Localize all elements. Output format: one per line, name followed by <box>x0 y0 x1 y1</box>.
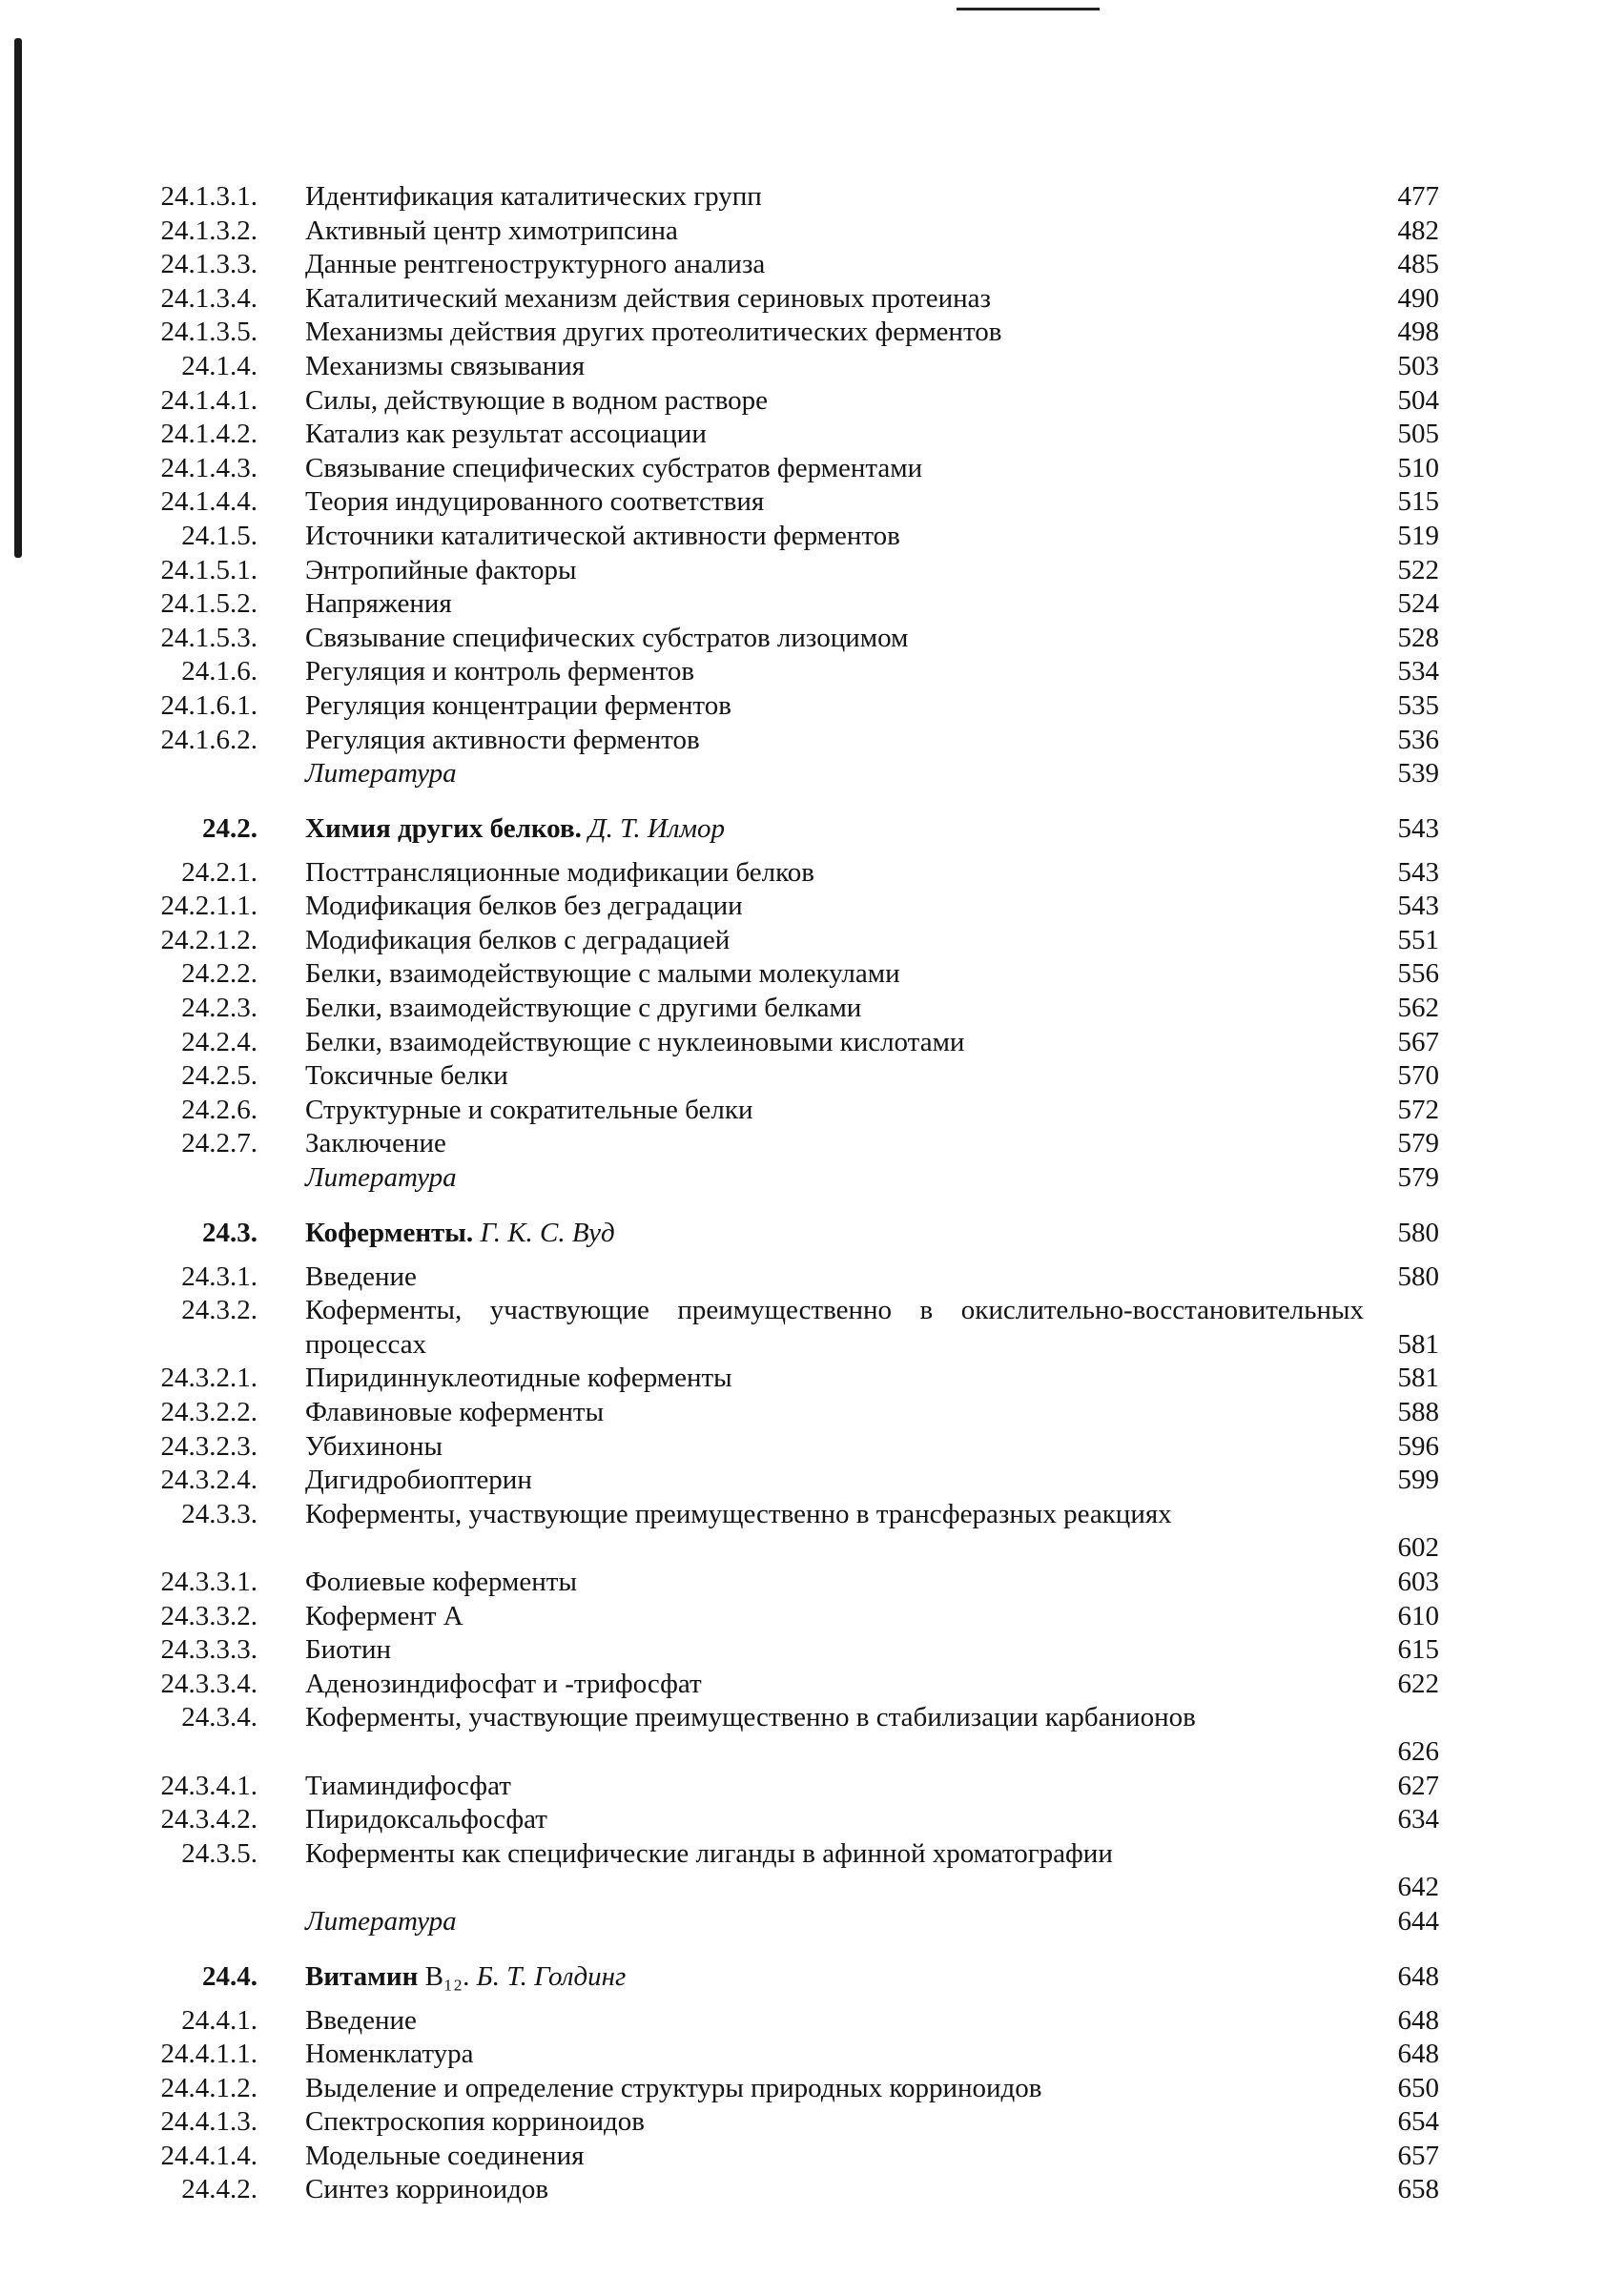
entry-number: 24.2.1. <box>181 856 257 888</box>
toc-entry <box>0 316 1606 350</box>
entry-page: 588 <box>1397 1397 1439 1427</box>
entry-number: 24.1.4.2. <box>160 419 257 450</box>
entry-page: 572 <box>1397 1094 1439 1125</box>
toc-entry <box>0 1701 1606 1769</box>
entry-page: 596 <box>1397 1430 1439 1462</box>
entry-page: 654 <box>1397 2106 1439 2138</box>
entry-page: 634 <box>1397 1804 1439 1835</box>
entry-number: 24.2.5. <box>181 1060 257 1092</box>
entry-number: 24.1.4. <box>181 350 257 381</box>
entry-title: Кофермент А <box>305 1600 463 1631</box>
toc-entry <box>0 248 1606 282</box>
toc-entry <box>0 1668 1606 1702</box>
entry-number: 24.1.6. <box>181 656 257 687</box>
toc-entry <box>0 1498 1606 1566</box>
entry-number: 24.3.4. <box>181 1702 257 1733</box>
entry-title: Связывание специфических субстратов лизоцимом <box>305 622 909 653</box>
toc-entry <box>0 689 1606 724</box>
entry-title: Каталитический механизм действия сериновых протеиназ <box>305 282 991 314</box>
entry-page: 535 <box>1397 689 1439 721</box>
section-author: Б. Т. Голдинг <box>476 1960 627 1992</box>
entry-page: 603 <box>1397 1566 1439 1597</box>
toc-entry <box>0 1294 1606 1362</box>
entry-number: 24.3.2.1. <box>160 1363 257 1394</box>
entry-title: Связывание специфических субстратов ферментами <box>305 452 923 483</box>
entry-number: 24.1.3.2. <box>160 215 257 246</box>
entry-number: 24.4.1.1. <box>160 2039 257 2070</box>
entry-number: 24.1.6.2. <box>160 724 257 755</box>
entry-page: 504 <box>1397 384 1439 416</box>
entry-title: Энтропийные факторы <box>305 554 577 585</box>
entry-page: 642 <box>1397 1872 1439 1903</box>
entry-title: Биотин <box>305 1634 392 1666</box>
toc-entry <box>0 1261 1606 1295</box>
toc-entry <box>0 485 1606 520</box>
section-author: Д. Т. Илмор <box>588 812 725 844</box>
section-title-text: Коферменты. <box>305 1217 474 1248</box>
entry-number: 24.2.6. <box>181 1094 257 1125</box>
toc-entry <box>0 350 1606 384</box>
entry-page: 648 <box>1397 2039 1439 2070</box>
toc-entry <box>0 2004 1606 2039</box>
entry-number: 24.4.1.2. <box>160 2072 257 2103</box>
entry-number: 24.2.3. <box>181 993 257 1024</box>
entry-title: Посттрансляционные модификации белков <box>305 856 814 888</box>
entry-title: Флавиновые коферменты <box>305 1397 605 1427</box>
entry-number: 24.3.3.3. <box>160 1634 257 1666</box>
toc-entry <box>0 957 1606 992</box>
toc-entry <box>0 1803 1606 1837</box>
entry-title: Пиридиннуклеотидные коферменты <box>305 1363 732 1394</box>
entry-title: Убихиноны <box>305 1430 443 1462</box>
toc-entry <box>0 1464 1606 1498</box>
toc-entry <box>0 655 1606 689</box>
entry-title: Механизмы связывания <box>305 350 586 381</box>
toc-entry <box>0 520 1606 554</box>
toc-entry <box>0 215 1606 249</box>
entry-page: 522 <box>1397 554 1439 585</box>
entry-number: 24.3.2. <box>181 1295 257 1326</box>
entry-title: Регуляция концентрации ферментов <box>305 689 731 721</box>
entry-page: 581 <box>1397 1363 1439 1394</box>
entry-page: 524 <box>1397 588 1439 620</box>
entry-title: Коферменты как специфические лиганды в афинной хроматографии <box>305 1837 1113 1869</box>
entry-title: Активный центр химотрипсина <box>305 215 678 246</box>
entry-title: Заключение <box>305 1128 446 1159</box>
entry-title: Идентификация каталитических групп <box>305 181 762 212</box>
references-label: Литература <box>305 1905 457 1937</box>
toc-entry <box>0 2038 1606 2072</box>
entry-page: 615 <box>1397 1634 1439 1666</box>
entry-page: 503 <box>1397 350 1439 381</box>
references-label: Литература <box>305 758 457 789</box>
toc-entry <box>0 622 1606 656</box>
entry-page: 534 <box>1397 656 1439 687</box>
entry-title: Тиаминдифосфат <box>305 1770 511 1801</box>
entry-title: Регуляция активности ферментов <box>305 724 700 755</box>
entry-number: 24.2.7. <box>181 1128 257 1159</box>
toc-entry <box>0 554 1606 588</box>
table-of-contents <box>0 180 1606 2207</box>
entry-page: 510 <box>1397 452 1439 483</box>
entry-page: 579 <box>1397 1162 1439 1194</box>
entry-title: Белки, взаимодействующие с малыми молекулами <box>305 958 900 990</box>
entry-page: 543 <box>1397 812 1439 844</box>
toc-entry <box>0 1566 1606 1600</box>
entry-number: 24.2.2. <box>181 958 257 990</box>
entry-page: 528 <box>1397 622 1439 653</box>
entry-number: 24.3.4.1. <box>160 1770 257 1801</box>
toc-entry <box>0 2173 1606 2207</box>
entry-page: 477 <box>1397 181 1439 212</box>
section-title-text: Витамин <box>305 1960 419 1992</box>
section-title-text: Химия других белков. <box>305 812 582 844</box>
toc-entry <box>0 1633 1606 1668</box>
toc-entry <box>0 384 1606 419</box>
toc-entry <box>0 2140 1606 2174</box>
toc-entry <box>0 924 1606 958</box>
entry-title: Источники каталитической активности ферментов <box>305 520 900 551</box>
toc-entry <box>0 2072 1606 2106</box>
entry-page: 543 <box>1397 891 1439 922</box>
entry-page: 610 <box>1397 1600 1439 1631</box>
section-number: 24.2. <box>202 812 257 844</box>
toc-entry <box>0 180 1606 215</box>
toc-entry <box>0 452 1606 486</box>
toc-entry <box>0 418 1606 452</box>
entry-number: 24.1.3.5. <box>160 317 257 348</box>
entry-page: 551 <box>1397 924 1439 955</box>
entry-number: 24.2.1.1. <box>160 891 257 922</box>
toc-entry <box>0 1837 1606 1905</box>
toc-entry <box>0 890 1606 924</box>
entry-number: 24.1.4.4. <box>160 486 257 518</box>
toc-entry <box>0 1600 1606 1634</box>
references-label: Литература <box>305 1162 457 1194</box>
entry-number: 24.1.5.3. <box>160 622 257 653</box>
entry-number: 24.1.5. <box>181 520 257 551</box>
toc-section-heading <box>0 1211 1606 1261</box>
toc-entry <box>0 724 1606 758</box>
entry-page: 556 <box>1397 958 1439 990</box>
toc-entry <box>0 282 1606 317</box>
entry-title: Номенклатура <box>305 2039 474 2070</box>
entry-title: Аденозиндифосфат и -трифосфат <box>305 1668 702 1699</box>
entry-number: 24.1.3.1. <box>160 181 257 212</box>
entry-number: 24.4.1.4. <box>160 2140 257 2171</box>
entry-title: Фолиевые коферменты <box>305 1566 577 1597</box>
toc-entry-references <box>0 757 1606 791</box>
entry-title: Данные рентгеноструктурного анализа <box>305 249 766 280</box>
entry-title: Пиридоксальфосфат <box>305 1804 547 1835</box>
toc-entry <box>0 1362 1606 1396</box>
entry-number: 24.1.5.2. <box>160 588 257 620</box>
entry-page: 519 <box>1397 520 1439 551</box>
top-rule <box>957 8 1100 10</box>
entry-title: Дигидробиоптерин <box>305 1465 532 1496</box>
entry-title: Структурные и сократительные белки <box>305 1094 753 1125</box>
entry-page: 539 <box>1397 758 1439 789</box>
entry-page: 626 <box>1397 1735 1439 1767</box>
entry-title: Синтез корриноидов <box>305 2174 549 2205</box>
entry-page: 581 <box>1397 1328 1439 1360</box>
toc-entry <box>0 1059 1606 1094</box>
entry-number: 24.3.2.2. <box>160 1397 257 1427</box>
entry-page: 658 <box>1397 2174 1439 2205</box>
entry-page: 648 <box>1397 2004 1439 2036</box>
entry-page: 536 <box>1397 724 1439 755</box>
section-author: Г. К. С. Вуд <box>480 1217 615 1248</box>
entry-page: 515 <box>1397 486 1439 518</box>
entry-page: 602 <box>1397 1532 1439 1564</box>
entry-page: 579 <box>1397 1128 1439 1159</box>
toc-entry <box>0 1770 1606 1804</box>
vitamin-symbol: B₁₂. <box>424 1960 470 1992</box>
entry-title: Коферменты, участвующие преимущественно в трансферазных реакциях <box>305 1498 1172 1529</box>
entry-title: Коферменты, участвующие преимущественно в окислительно-восстановительных процессах <box>305 1295 1364 1360</box>
toc-entry <box>0 1026 1606 1060</box>
entry-page: 580 <box>1397 1217 1439 1248</box>
entry-title: Катализ как результат ассоциации <box>305 419 707 450</box>
entry-title: Регуляция и контроль ферментов <box>305 656 695 687</box>
entry-title: Введение <box>305 2004 417 2036</box>
entry-page: 599 <box>1397 1465 1439 1496</box>
entry-page: 505 <box>1397 419 1439 450</box>
toc-entry <box>0 1127 1606 1161</box>
entry-page: 657 <box>1397 2140 1439 2171</box>
entry-title: Модельные соединения <box>305 2140 585 2171</box>
entry-number: 24.1.3.4. <box>160 282 257 314</box>
entry-number: 24.4.1. <box>181 2004 257 2036</box>
entry-page: 644 <box>1397 1905 1439 1937</box>
entry-title: Модификация белков без деградации <box>305 891 743 922</box>
entry-title: Коферменты, участвующие преимущественно в стабилизации карбанионов <box>305 1702 1196 1733</box>
entry-number: 24.3.2.4. <box>160 1465 257 1496</box>
entry-number: 24.1.4.3. <box>160 452 257 483</box>
entry-title: Выделение и определение структуры природных корриноидов <box>305 2072 1042 2103</box>
entry-page: 485 <box>1397 249 1439 280</box>
entry-number: 24.2.1.2. <box>160 924 257 955</box>
toc-entry <box>0 992 1606 1026</box>
entry-page: 622 <box>1397 1668 1439 1699</box>
entry-page: 648 <box>1397 1960 1439 1992</box>
section-number: 24.4. <box>202 1960 257 1992</box>
entry-number: 24.4.1.3. <box>160 2106 257 2138</box>
entry-number: 24.3.1. <box>181 1261 257 1292</box>
entry-number: 24.2.4. <box>181 1026 257 1057</box>
entry-page: 570 <box>1397 1060 1439 1092</box>
toc-entry-references <box>0 1161 1606 1196</box>
entry-page: 627 <box>1397 1770 1439 1801</box>
entry-page: 580 <box>1397 1261 1439 1292</box>
entry-number: 24.1.4.1. <box>160 384 257 416</box>
entry-number: 24.3.4.2. <box>160 1804 257 1835</box>
entry-number: 24.1.5.1. <box>160 554 257 585</box>
entry-number: 24.3.5. <box>181 1837 257 1869</box>
entry-page: 567 <box>1397 1026 1439 1057</box>
entry-number: 24.3.3. <box>181 1498 257 1529</box>
entry-page: 482 <box>1397 215 1439 246</box>
toc-entry <box>0 1396 1606 1430</box>
entry-title: Введение <box>305 1261 417 1292</box>
entry-number: 24.3.3.1. <box>160 1566 257 1597</box>
section-title <box>305 1217 1364 1251</box>
entry-number: 24.1.6.1. <box>160 689 257 721</box>
entry-number: 24.3.3.2. <box>160 1600 257 1631</box>
entry-number: 24.3.3.4. <box>160 1668 257 1699</box>
toc-entry <box>0 1430 1606 1465</box>
entry-page: 543 <box>1397 856 1439 888</box>
section-title <box>305 812 1364 847</box>
entry-title: Белки, взаимодействующие с другими белками <box>305 993 862 1024</box>
entry-title: Токсичные белки <box>305 1060 508 1092</box>
entry-title: Модификация белков с деградацией <box>305 924 731 955</box>
entry-page: 562 <box>1397 993 1439 1024</box>
entry-number: 24.4.2. <box>181 2174 257 2205</box>
entry-title: Спектроскопия корриноидов <box>305 2106 645 2138</box>
section-title <box>305 1960 1364 1995</box>
toc-entry <box>0 2105 1606 2140</box>
entry-title: Механизмы действия других протеолитических ферментов <box>305 317 1002 348</box>
toc-section-heading <box>0 807 1606 856</box>
toc-entry <box>0 856 1606 891</box>
entry-page: 490 <box>1397 282 1439 314</box>
entry-title: Напряжения <box>305 588 452 620</box>
entry-title: Теория индуцированного соответствия <box>305 486 765 518</box>
entry-page: 650 <box>1397 2072 1439 2103</box>
toc-entry <box>0 587 1606 622</box>
entry-number: 24.1.3.3. <box>160 249 257 280</box>
toc-section-heading <box>0 1955 1606 2004</box>
entry-title: Белки, взаимодействующие с нуклеиновыми кислотами <box>305 1026 965 1057</box>
toc-entry <box>0 1094 1606 1128</box>
entry-page: 498 <box>1397 317 1439 348</box>
toc-entry-references <box>0 1905 1606 1939</box>
entry-number: 24.3.2.3. <box>160 1430 257 1462</box>
entry-title: Силы, действующие в водном растворе <box>305 384 769 416</box>
section-number: 24.3. <box>202 1217 257 1248</box>
